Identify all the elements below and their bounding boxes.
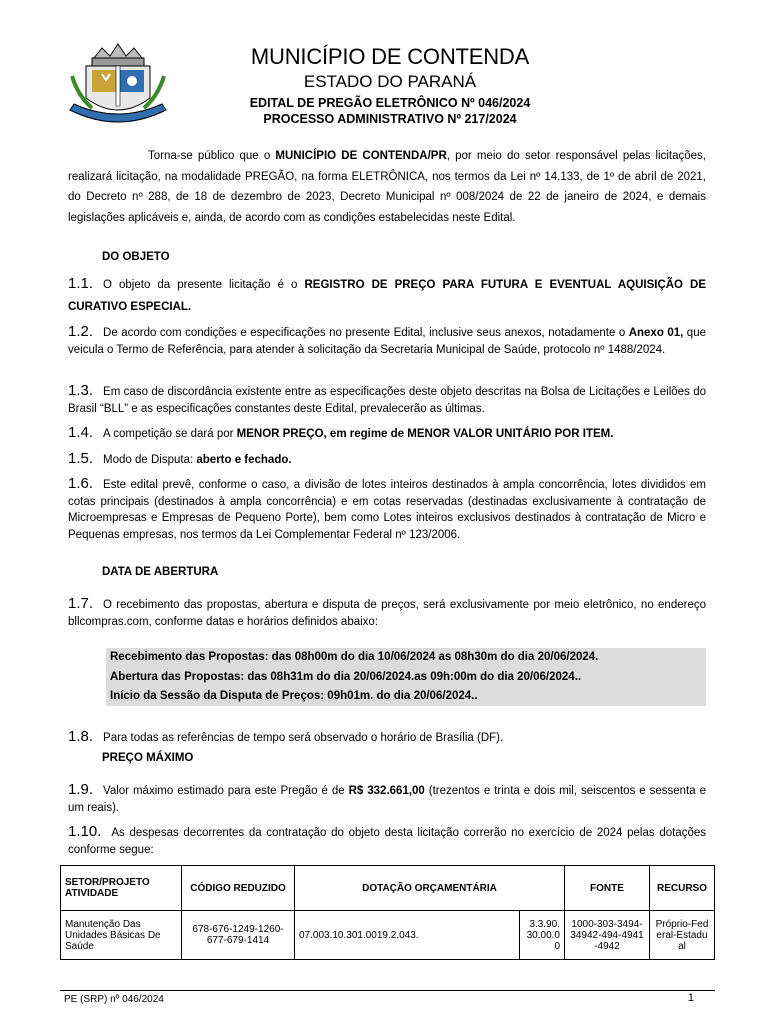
item-1-9: 1.9. Valor máximo estimado para este Pregão é de R$ 332.661,00 (trezentos e trinta e dois mil, seiscentos e sessenta e um reais). bbox=[68, 781, 707, 814]
schedule-line: Início da Sessão da Disputa de Preços: 09h01m. do dia 20/06/2024.. bbox=[110, 690, 478, 702]
item-1-3: 1.3. Em caso de discordância existente entre as especificações deste objeto descritas na Bolsa de Licitações e Leilões do Brasil “BLL” e as especificações constantes deste Edital, prevalecerão as últimas. bbox=[68, 382, 706, 415]
section-abertura: DATA DE ABERTURA bbox=[102, 566, 219, 578]
item-1-2: 1.2. De acordo com condições e especificações no presente Edital, inclusive seus anexos, notadamente o Anexo 01, que veicula o Termo de Referência, para atender à solicitação da Secretaria Municipal de Saúde, protocolo nº 1488/2024. bbox=[68, 323, 706, 356]
state-title: ESTADO DO PARANÁ bbox=[303, 72, 477, 91]
edital-title: EDITAL DE PREGÃO ELETRÔNICO Nº 046/2024 bbox=[249, 96, 531, 110]
budget-table bbox=[60, 865, 715, 960]
cell-dotacao: 07.003.10.301.0019.2.043. bbox=[295, 911, 520, 960]
municipal-coat-of-arms-icon bbox=[66, 36, 170, 128]
schedule-line: Recebimento das Propostas: das 08h00m do dia 10/06/2024 as 08h30m do dia 20/06/2024. bbox=[110, 651, 599, 663]
table-header: CÓDIGO REDUZIDO bbox=[182, 866, 295, 911]
table-header: RECURSO bbox=[650, 866, 715, 911]
section-objeto: DO OBJETO bbox=[102, 251, 170, 263]
table-header-row bbox=[61, 866, 715, 911]
table-header: SETOR/PROJETO ATIVIDADE bbox=[61, 866, 182, 911]
item-1-8: 1.8. Para todas as referências de tempo será observado o horário de Brasília (DF). bbox=[68, 728, 504, 745]
item-1-5: 1.5. Modo de Disputa: aberto e fechado. bbox=[68, 450, 292, 467]
cell-setor: Manutenção Das Unidades Básicas De Saúde bbox=[61, 911, 182, 960]
item-1-7: 1.7. O recebimento das propostas, abertura e disputa de preços, será exclusivamente por meio eletrônico, no endereço bllcompras.com, conforme datas e horários definidos abaixo: bbox=[68, 595, 706, 628]
footer-doc-id: PE (SRP) nº 046/2024 bbox=[64, 994, 164, 1005]
cell-dotacao-code: 3.3.90.30.00.00 bbox=[520, 911, 565, 960]
section-preco: PREÇO MÁXIMO bbox=[102, 752, 194, 764]
table-row bbox=[61, 911, 715, 960]
item-1-10: 1.10. As despesas decorrentes da contratação do objeto desta licitação correrão no exercício de 2024 pelas dotações conforme segue: bbox=[68, 823, 706, 856]
schedule-box bbox=[106, 648, 706, 706]
cell-recurso: Próprio-Federal-Estadual bbox=[650, 911, 715, 960]
footer-divider bbox=[60, 990, 715, 991]
processo-title: PROCESSO ADMINISTRATIVO Nº 217/2024 bbox=[263, 112, 517, 126]
item-1-4: 1.4. A competição se dará por MENOR PREÇO, em regime de MENOR VALOR UNITÁRIO POR ITEM. bbox=[68, 424, 614, 441]
page-number: 1 bbox=[687, 992, 694, 1004]
cell-fonte: 1000-303-3494-34942-494-4941-4942 bbox=[565, 911, 650, 960]
municipality-title: MUNICÍPIO DE CONTENDA bbox=[250, 44, 530, 69]
schedule-line: Abertura das Propostas: das 08h31m do dia 20/06/2024.as 09h:00m do dia 20/06/2024.. bbox=[110, 670, 582, 683]
intro-paragraph: Torna-se público que o MUNICÍPIO DE CONTENDA/PR, por meio do setor responsável pelas licitações, realizará licitação, na modalidade PREGÃO, na forma ELETRÔNICA, nos termos da Lei nº 14.133, de 1º de abril de 2021, do Decreto nº 288, de 18 de dezembro de 2023, Decreto Municipal nº 008/2024 de 22 de janeiro de 2024, e demais legislações aplicáveis e, ainda, de acordo com as condições estabelecidas neste Edital. bbox=[68, 150, 706, 224]
item-1-6: 1.6. Este edital prevê, conforme o caso, a divisão de lotes inteiros destinados à ampla concorrência, lotes divididos em cotas principais (destinados à ampla concorrência) e em cotas reservadas (destinadas exclusivamente à contratação de Microempresas e Empresas de Pequeno Porte), bem como Lotes inteiros exclusivos destinados à contratação de Micro e Pequenas empresas, nos termos da Lei Complementar Federal nº 123/2006. bbox=[68, 475, 706, 541]
cell-codigo: 678-676-1249-1260-677-679-1414 bbox=[182, 911, 295, 960]
item-1-1: 1.1. O objeto da presente licitação é o REGISTRO DE PREÇO PARA FUTURA E EVENTUAL AQUISIÇÃO DE CURATIVO ESPECIAL. bbox=[68, 275, 707, 313]
table-header: FONTE bbox=[565, 866, 650, 911]
table-header: DOTAÇÃO ORÇAMENTÁRIA bbox=[295, 866, 565, 911]
